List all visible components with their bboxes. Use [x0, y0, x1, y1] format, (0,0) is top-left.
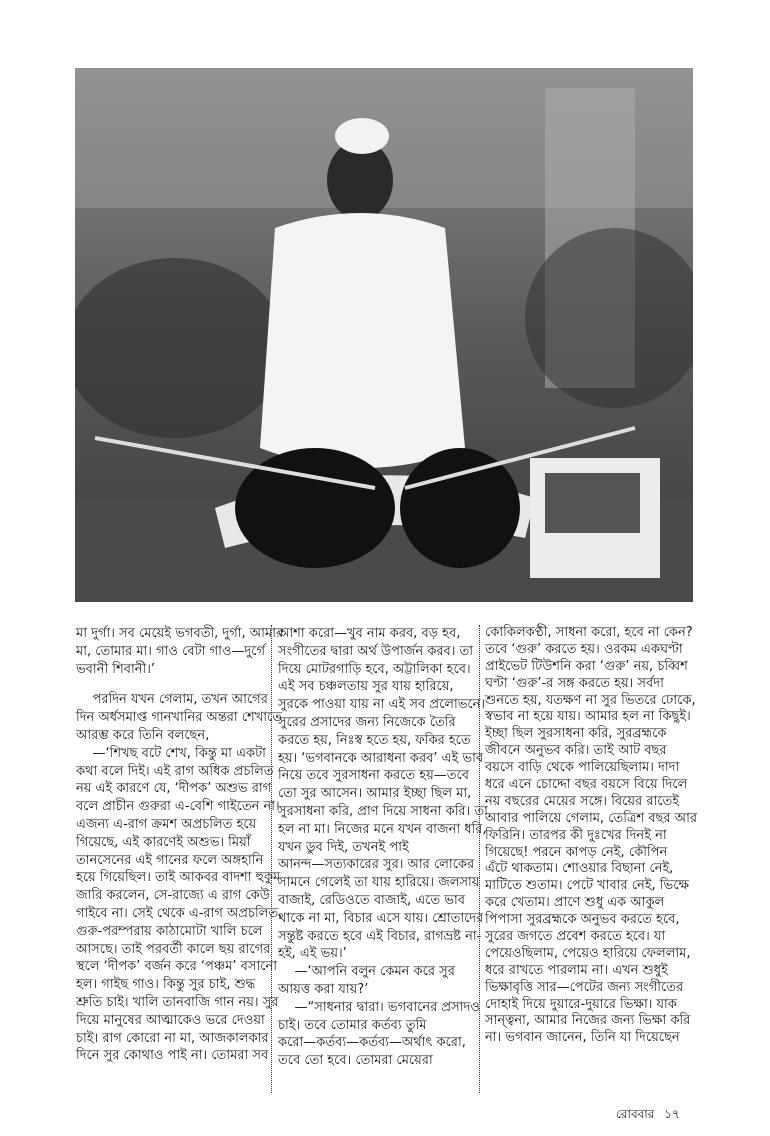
text-line: স্বভাব না হয়ে যায়। আমার হল না কিছুই। — [485, 709, 691, 725]
text-line: সুরের জগতে প্রবেশ করতে হবে। যা — [485, 929, 666, 945]
text-line: তো সুর আসেন। আমার ইচ্ছা ছিল মা, — [278, 786, 472, 802]
text-line: দিয়ে মানুষের আত্মাকেও ভরে দেওয়া — [76, 1012, 265, 1028]
text-line: মাটিতে শুতাম। পেটে খাবার নেই, ভিক্ষে — [485, 878, 689, 894]
text-line: হল না মা। নিজের মনে যখন বাজনা ধরি, — [278, 821, 487, 837]
text-line: নিয়ে তবে সুরসাধনা করতে হয়—তবে — [278, 768, 469, 784]
text-line: হয়ে গিয়েছিল। তাই আকবর বাদশা হুকুম — [76, 870, 281, 886]
page-number: ১৭ — [664, 1107, 680, 1121]
text-line: চাই। তবে তোমার কর্তব্য তুমি — [278, 1017, 427, 1033]
text-line: জীবনে অনুভব করি। তাই আট বছর — [485, 743, 667, 759]
text-line: সন্তুষ্ট করতে হবে এই বিচার, রাগভ্রষ্ট না- — [278, 928, 482, 944]
text-line: করতে হয়, নিঃস্ব হতে হয়, ফকির হতে — [278, 732, 471, 748]
text-line: থাকে না মা, বিচার এসে যায়। শ্রোতাদের — [278, 910, 484, 926]
text-line: আয়ত্ত করা যায়?’ — [278, 981, 369, 997]
text-line: শ্রুতি চাই। খালি তানবাজি গান নয়। সুর — [76, 994, 279, 1010]
text-line: মা, তোমার মা। গাও বেটা গাও—দুর্গে — [76, 643, 266, 659]
article-column-1 — [76, 625, 284, 1065]
text-line: আশা করো—খুব নাম করব, বড় হব, — [278, 626, 461, 641]
text-line: এঁটে থাকতাম। শোওয়ার বিছানা নেই, — [485, 861, 674, 877]
text-line: তবে ‘গুরু’ করতে হয়। ওরকম একঘণ্টা — [485, 641, 683, 657]
text-line: ঘণ্টা ‘গুরু’-র সঙ্গ করতে হয়। সর্বদা — [485, 675, 664, 691]
text-line: নয় বছরের মেয়ের সঙ্গে। বিয়ের রাতেই — [485, 793, 679, 809]
page-footer — [616, 1106, 680, 1126]
text-line: সংগীতের দ্বারা অর্থ উপার্জন করব। তা — [278, 643, 474, 659]
text-line: হয়। ‘ভগবানকে আরাধনা করব’ এই ভাব — [278, 750, 484, 766]
magazine-name: রোববার — [616, 1107, 655, 1121]
text-line: পেয়েওছিলাম, পেয়েও হারিয়ে ফেললাম, — [485, 945, 691, 961]
text-line: তবে তো হবে। তোমরা মেয়েরা — [278, 1053, 433, 1069]
text-line: প্রাইভেট টিউশনি করা ‘গুরু’ নয়, চব্বিশ — [485, 658, 688, 674]
text-line: করো—কর্তব্য—কর্তব্য—অর্থাৎ করো, — [278, 1035, 466, 1051]
article-column-2 — [278, 625, 488, 1070]
text-line: ধরে রাখতে পারলাম না। এখন শুধুই — [485, 962, 668, 978]
text-line: দোহাই দিয়ে দুয়ারে-দুয়ারে ভিক্ষা। যাক — [485, 996, 677, 1012]
text-line: হল। গাইছ গাও। কিন্তু সুর চাই, শুদ্ধ — [76, 977, 256, 993]
text-line: আনন্দ—সত্যকারের সুর। আর লোকের — [278, 857, 475, 873]
text-line: ইচ্ছা ছিল সুরসাধনা করি, সুরব্রহ্মকে — [485, 726, 667, 742]
text-line: আরম্ভ করে তিনি বলছেন, — [76, 727, 210, 743]
text-line: যখন ডুব দিই, তখনই পাই — [278, 839, 409, 855]
text-line: বয়সে বাড়ি থেকে পালিয়েছিলাম। দাদা — [485, 760, 680, 776]
text-line: ধরে এনে চোদ্দো বছর বয়সে বিয়ে দিলে — [485, 777, 688, 793]
text-line: পরদিন যখন গেলাম, তখন আগের — [76, 692, 268, 708]
text-line: বাজাই, রেডিওতে বাজাই, এতে ভাব — [278, 892, 465, 908]
text-line: গিয়েছে, এই কারণেই অশুভ। মিয়াঁ — [76, 834, 251, 850]
text-line: —‘আপনি বলুন কেমন করে সুর — [278, 964, 455, 980]
text-line: স্থলে ‘দীপক’ বর্জন করে ‘পঞ্চম’ বসানো — [76, 959, 278, 975]
text-line: করে খেতাম। প্রাণে শুধু এক আকুল — [485, 895, 665, 911]
text-line: চাই। রাগ কোরো না মা, আজকালকার — [76, 1030, 269, 1046]
text-line: আবার পালিয়ে গেলাম, তেত্রিশ বছর আর — [485, 810, 698, 826]
text-line: —‘শিখছ বটে শেখ, কিন্তু মা একটা — [76, 745, 266, 761]
text-line: বলে প্রাচীন গুরুরা এ-বেশি গাইতেন না। — [76, 799, 280, 815]
paragraph-gap — [76, 678, 266, 691]
text-line: ভবানী শিবানী।’ — [76, 661, 155, 677]
text-line: সুরসাধনা করি, প্রাণ দিয়ে সাধনা করি। তা — [278, 803, 488, 819]
text-line: মা দুর্গা। সব মেয়েই ভগবতী, দুর্গা, আমার — [76, 626, 284, 641]
text-line: দিনে সুর কোথাও পাই না। তোমরা সব — [76, 1048, 269, 1064]
text-line: না। ভগবান জানেন, তিনি যা দিয়েছেন — [485, 1030, 680, 1046]
text-line: গাইবে না। সেই থেকে এ-রাগ অপ্রচলিত, — [76, 905, 283, 921]
text-line: পিপাসা সুরব্রহ্মকে অনুভব করতে হবে, — [485, 912, 680, 928]
text-line: আসছে। তাই পরবর্তী কালে ছয় রাগের — [76, 941, 271, 957]
text-line: গিয়েছে! পরনে কাপড় নেই, কৌপিন — [485, 844, 668, 860]
text-line: কথা বলে দিই। এই রাগ অধিক প্রচলিত — [76, 763, 274, 779]
text-line: শুনতে হয়, যতক্ষণ না সুর ভিতরে ঢোকে, — [485, 692, 696, 708]
text-line: —“সাধনার দ্বারা। ভগবানের প্রসাদও — [278, 999, 480, 1015]
text-line: এই সব চঞ্চলতায় সুর যায় হারিয়ে, — [278, 679, 454, 695]
text-line: দিয়ে মোটরগাড়ি হবে, অট্টালিকা হবে। — [278, 661, 471, 677]
text-line: গুরু-পরম্পরায় কাঠামোটা খালি চলে — [76, 923, 263, 939]
text-line: এজন্য এ-রাগ ক্রমশ অপ্রচলিত হয়ে — [76, 816, 257, 832]
column-divider — [271, 625, 272, 1093]
text-line: সুরকে পাওয়া যায় না এই সব প্রলোভনে। — [278, 697, 486, 713]
text-line: ভিক্ষাবৃত্তি সার—পেটের জন্য সংগীতের — [485, 979, 684, 995]
photo-musician-with-instruments-icon — [75, 68, 693, 602]
text-line: কোকিলকণ্ঠী, সাধনা করো, হবে না কেন? — [485, 625, 693, 640]
musician-photo — [75, 68, 693, 602]
text-line: হই, এই ভয়।’ — [278, 946, 347, 962]
text-line: সান্ত্বনা, আমার নিজের জন্য ভিক্ষা করি — [485, 1013, 691, 1029]
article-column-3 — [485, 625, 698, 1047]
text-line: ফিরিনি। তারপর কী দুঃখের দিনই না — [485, 827, 667, 843]
text-line: তানসেনের এই গানের ফলে অঙ্গহানি — [76, 852, 264, 868]
text-line: সুরের প্রসাদের জন্য নিজেকে তৈরি — [278, 714, 456, 730]
text-line: সামনে গেলেই তা যায় হারিয়ে। জলসায় — [278, 875, 480, 891]
text-line: জারি করলেন, সে-রাজ্যে এ রাগ কেউ — [76, 888, 270, 904]
text-line: নয় এই কারণে যে, ‘দীপক’ অশুভ রাগ — [76, 781, 272, 797]
text-line: দিন অর্ধসমাপ্ত গানখানির অন্তরা শেখাতে — [76, 710, 283, 726]
column-divider — [479, 625, 480, 1093]
